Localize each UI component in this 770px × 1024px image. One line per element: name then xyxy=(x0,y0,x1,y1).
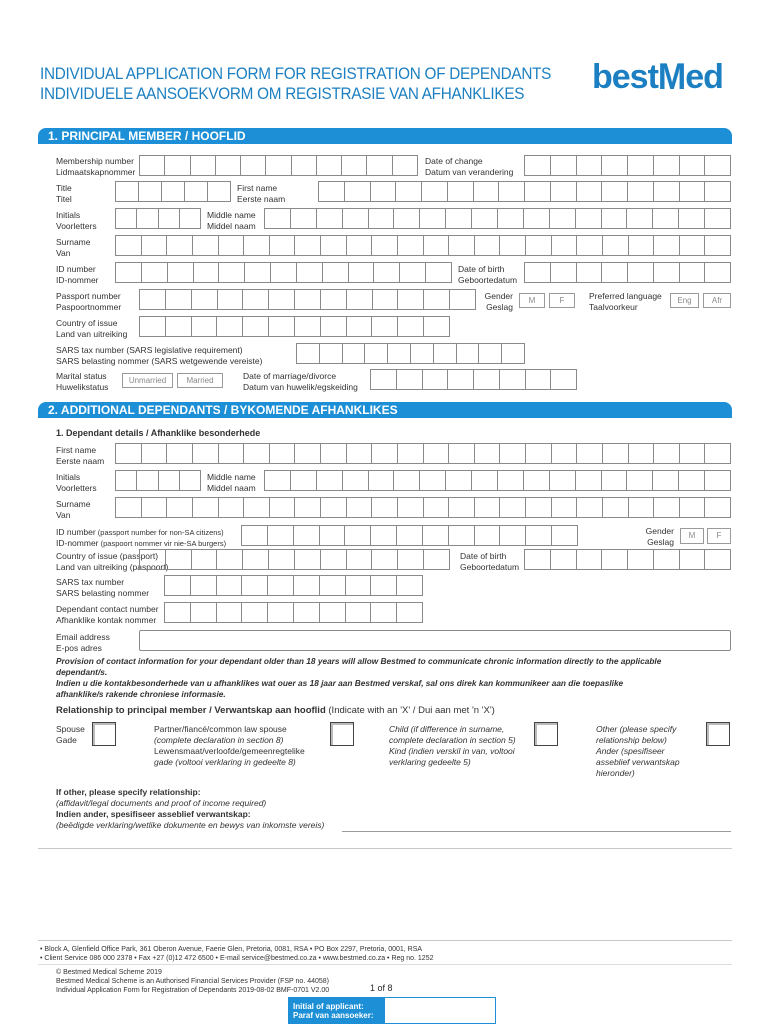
rel-partner-label: Partner/fiancé/common law spouse (complete declaration in section 8) Lewensmaat/verloofde/gemeenregtelike gade (voltooi verklaring in gedeelte 8) xyxy=(154,724,305,767)
first-name-label: First name Eerste naam xyxy=(237,183,286,204)
date-of-change-field[interactable] xyxy=(524,155,731,176)
dep-middle-name-field[interactable] xyxy=(264,470,731,491)
marital-option-unmarried[interactable]: Unmarried xyxy=(122,373,173,388)
initial-of-applicant-box xyxy=(288,997,496,1024)
dep-sars-tax-field[interactable] xyxy=(164,575,423,596)
dep-surname-field[interactable] xyxy=(115,497,731,518)
dep-middle-name-label: Middle name Middel naam xyxy=(207,472,256,493)
marital-option-married[interactable]: Married xyxy=(177,373,223,388)
title-label: Title Titel xyxy=(56,183,72,204)
preferred-language-label: Preferred language Taalvoorkeur xyxy=(589,291,662,312)
footer-doc-ref: Individual Application Form for Registration of Dependants 2019-08-02 BMF-0701 V2.00 xyxy=(56,987,330,994)
dep-initials-field[interactable] xyxy=(115,470,201,491)
middle-name-field[interactable] xyxy=(264,208,731,229)
initial-of-applicant-field[interactable] xyxy=(385,998,495,1023)
dep-first-name-field[interactable] xyxy=(115,443,731,464)
dep-gender-option-m[interactable]: M xyxy=(680,528,704,544)
language-option-afr[interactable]: Afr xyxy=(703,293,731,308)
dep-id-number-label: ID number (passport number for non-SA citizens) ID-nommer (paspoort nommer vir nie-SA burgers) xyxy=(56,527,227,548)
rel-spouse-label: Spouse Gade xyxy=(56,724,85,745)
country-of-issue-field[interactable] xyxy=(139,316,450,337)
footer-fsp: Bestmed Medical Scheme is an Authorised Financial Services Provider (FSP no. 44058) xyxy=(56,978,330,985)
contact-provision-note: Provision of contact information for your dependant older than 18 years will allow Bestmed to communicate chronic information directly to the applicable dependant/s. Indien u die kontakbesonderhede van u afhanklikes wat ouer as 18 jaar aan Bestmed verskaf, sal ons direk kan kommunikeer aan die toepaslike afhanklike/s rakende chroniese informasie. xyxy=(56,656,662,699)
dep-gender-option-f[interactable]: F xyxy=(707,528,731,544)
surname-label: Surname Van xyxy=(56,237,91,258)
dep-country-of-issue-field[interactable] xyxy=(139,549,450,570)
first-name-field[interactable] xyxy=(318,181,731,202)
footer-address: • Block A, Glenfield Office Park, 361 Oberon Avenue, Faerie Glen, Pretoria, 0081, RSA • PO Box 2297, Pretoria, 0001, RSA xyxy=(40,946,423,953)
date-of-marriage-label: Date of marriage/divorce Datum van huwelik/egskeiding xyxy=(243,371,358,392)
rel-spouse-checkbox[interactable] xyxy=(92,722,116,746)
relationship-heading: Relationship to principal member / Verwantskap aan hooflid (Indicate with an 'X' / Dui aan met 'n 'X') xyxy=(56,705,495,716)
dependant-details-subtitle: 1. Dependant details / Afhanklike besonderhede xyxy=(56,428,261,438)
initial-of-applicant-label: Initial of applicant: Paraf van aansoeker: xyxy=(289,998,385,1023)
membership-number-field[interactable] xyxy=(139,155,418,176)
other-relationship-label: If other, please specify relationship: (affidavit/legal documents and proof of income required) Indien ander, spesifiseer asseblief verwantskap: (beëdigde verklaring/wetlike dokumente en bewys van inkomste vereis) xyxy=(56,787,325,830)
country-of-issue-label: Country of issue Land van uitreiking xyxy=(56,318,128,339)
footer-copyright: © Bestmed Medical Scheme 2019 xyxy=(56,969,162,976)
rel-child-checkbox[interactable] xyxy=(534,722,558,746)
passport-number-label: Passport number Paspoortnommer xyxy=(56,291,122,312)
id-number-field[interactable] xyxy=(115,262,452,283)
middle-name-label: Middle name Middel naam xyxy=(207,210,256,231)
dep-gender-label: Gender Geslag xyxy=(645,526,674,547)
dep-initials-label: Initials Voorletters xyxy=(56,472,97,493)
section1-header: 1. PRINCIPAL MEMBER / HOOFLID xyxy=(38,128,732,144)
passport-number-field[interactable] xyxy=(139,289,476,310)
gender-label: Gender Geslag xyxy=(484,291,513,312)
initials-field[interactable] xyxy=(115,208,201,229)
footer-divider xyxy=(38,940,732,941)
gender-option-f[interactable]: F xyxy=(549,293,575,308)
dep-first-name-label: First name Eerste naam xyxy=(56,445,105,466)
form-title-afrikaans: INDIVIDUELE AANSOEKVORM OM REGISTRASIE VAN AFHANKLIKES xyxy=(40,84,525,103)
other-relationship-input-line[interactable] xyxy=(342,831,731,832)
dep-country-of-issue-label: Country of issue (passport) Land van uitreiking (paspoort) xyxy=(56,551,169,572)
marital-status-label: Marital status Huwelikstatus xyxy=(56,371,109,392)
rel-partner-checkbox[interactable] xyxy=(330,722,354,746)
section-divider xyxy=(38,848,732,849)
surname-field[interactable] xyxy=(115,235,731,256)
dep-contact-number-field[interactable] xyxy=(164,602,423,623)
date-of-marriage-field[interactable] xyxy=(370,369,577,390)
section2-header: 2. ADDITIONAL DEPENDANTS / BYKOMENDE AFHANKLIKES xyxy=(38,402,732,418)
sars-tax-label: SARS tax number (SARS legislative requirement) SARS belasting nommer (SARS wetgewende vereiste) xyxy=(56,345,263,366)
form-title-english: INDIVIDUAL APPLICATION FORM FOR REGISTRATION OF DEPENDANTS xyxy=(40,64,552,83)
dep-email-label: Email address E-pos adres xyxy=(56,632,110,653)
id-number-label: ID number ID-nommer xyxy=(56,264,99,285)
gender-option-m[interactable]: M xyxy=(519,293,545,308)
language-option-eng[interactable]: Eng xyxy=(670,293,699,308)
dep-date-of-birth-field[interactable] xyxy=(524,549,731,570)
footer-contact: • Client Service 086 000 2378 • Fax +27 (0)12 472 6500 • E-mail service@bestmed.co.za • www.bestmed.co.za • Reg no. 1252 xyxy=(40,955,434,962)
page-number: 1 of 8 xyxy=(370,983,393,993)
initials-label: Initials Voorletters xyxy=(56,210,97,231)
sars-tax-field[interactable] xyxy=(296,343,525,364)
dep-surname-label: Surname Van xyxy=(56,499,91,520)
date-of-birth-label: Date of birth Geboortedatum xyxy=(458,264,518,285)
dep-email-field[interactable] xyxy=(139,630,731,651)
date-of-change-label: Date of change Datum van verandering xyxy=(425,156,514,177)
title-field[interactable] xyxy=(115,181,231,202)
bestmed-logo: bestMed xyxy=(592,56,723,98)
dep-sars-tax-label: SARS tax number SARS belasting nommer xyxy=(56,577,150,598)
footer-divider-2 xyxy=(38,964,732,965)
rel-other-checkbox[interactable] xyxy=(706,722,730,746)
rel-child-label: Child (if difference in surname, complete declaration in section 5) Kind (indien verskil in van, voltooi verklaring gedeelte 5) xyxy=(389,724,516,767)
dep-contact-number-label: Dependant contact number Afhanklike kontak nommer xyxy=(56,604,159,625)
membership-number-label: Membership number Lidmaatskapnommer xyxy=(56,156,136,177)
dep-date-of-birth-label: Date of birth Geboortedatum xyxy=(460,551,520,572)
dep-id-number-field[interactable] xyxy=(241,525,578,546)
rel-other-label: Other (please specify relationship below) Ander (spesifiseer asseblief verwantskap hieronder) xyxy=(596,724,680,778)
date-of-birth-field[interactable] xyxy=(524,262,731,283)
